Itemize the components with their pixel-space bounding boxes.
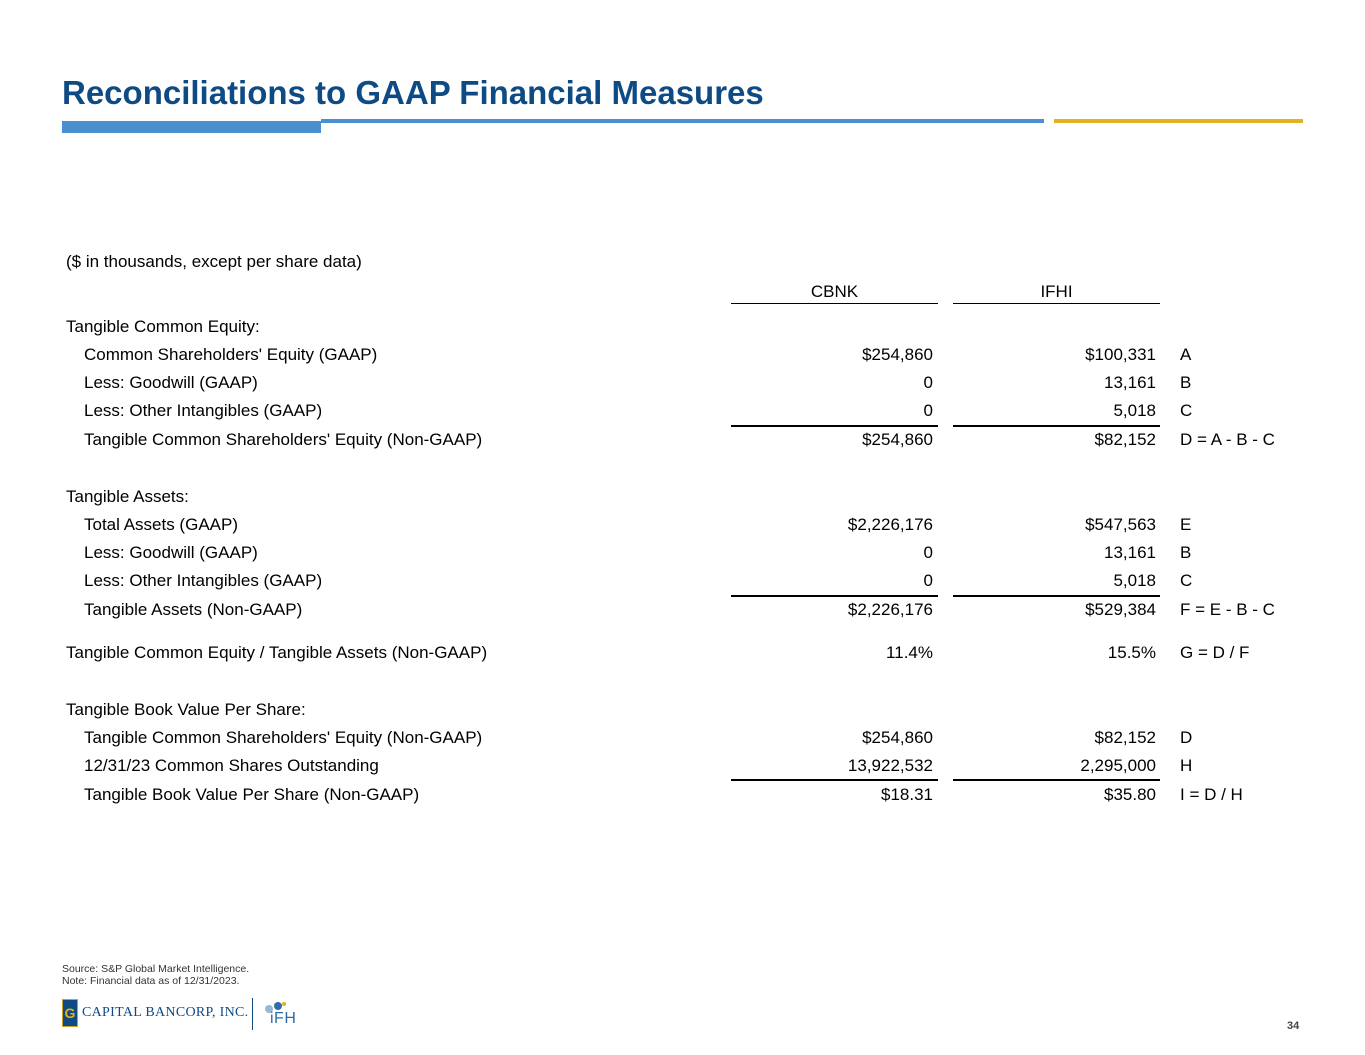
cbnk-value: $254,860 [862,430,933,449]
row-label: Tangible Common Shareholders' Equity (Non-GAAP) [84,430,483,449]
subtotal-rule [953,425,1160,427]
table-row [0,430,1365,454]
subtotal-rule [953,595,1160,597]
table-row [0,643,1365,667]
table-row [0,515,1365,539]
table-row [0,571,1365,595]
ifhi-value: $82,152 [1094,728,1156,747]
cbnk-value: 13,922,532 [847,756,933,775]
row-label: Tangible Common Equity / Tangible Assets (Non-GAAP) [66,643,488,662]
formula: D = A - B - C [1180,430,1275,449]
row-label: Less: Goodwill (GAAP) [84,373,258,392]
ifhi-value: 15.5% [1107,643,1156,662]
table-row [0,373,1365,397]
row-label: Common Shareholders' Equity (GAAP) [84,345,378,364]
cbnk-value: 0 [923,571,933,590]
cbnk-value: 0 [923,373,933,392]
logo-separator [252,998,253,1030]
data-note: Note: Financial data as of 12/31/2023. [62,975,240,987]
cbnk-value: 11.4% [886,643,933,662]
formula: B [1180,373,1192,392]
ifhi-value: $100,331 [1085,345,1156,364]
cbnk-value: 0 [923,401,933,420]
cbnk-value: $2,226,176 [847,515,933,534]
section-heading: Tangible Book Value Per Share: [66,700,306,719]
row-label: Total Assets (GAAP) [84,515,238,534]
row-label: 12/31/23 Common Shares Outstanding [84,756,379,775]
capital-bancorp-logo [62,999,248,1027]
column-header-ifhi: IFHI [953,282,1160,304]
table-row [0,401,1365,425]
title-rule-gold [1054,119,1303,123]
formula: C [1180,571,1193,590]
row-label: Tangible Assets (Non-GAAP) [84,600,303,619]
section-heading-row [0,487,1365,511]
column-header-cbnk: CBNK [731,282,938,304]
section-heading-row [0,700,1365,724]
formula: G = D / F [1180,643,1250,662]
ifhi-value: 2,295,000 [1080,756,1156,775]
ifhi-value: 13,161 [1104,543,1156,562]
formula: E [1180,515,1192,534]
cbnk-value: 0 [923,543,933,562]
cbnk-value: $18.31 [881,785,933,804]
table-row [0,785,1365,809]
ifhi-value: 5,018 [1113,571,1156,590]
table-row [0,345,1365,369]
section-heading-row [0,317,1365,341]
formula: F = E - B - C [1180,600,1275,619]
row-label: Less: Other Intangibles (GAAP) [84,571,323,590]
ifhi-value: $35.80 [1104,785,1156,804]
capital-emblem-icon: G [62,999,78,1027]
cbnk-value: $254,860 [862,345,933,364]
cbnk-value: $254,860 [862,728,933,747]
table-row [0,600,1365,624]
row-label: Less: Goodwill (GAAP) [84,543,258,562]
row-label: Tangible Common Shareholders' Equity (Non-GAAP) [84,728,483,747]
ifhi-value: $529,384 [1085,600,1156,619]
row-label: Tangible Book Value Per Share (Non-GAAP) [84,785,420,804]
formula: H [1180,756,1193,775]
capital-logo-text: CAPITAL BANCORP, INC. [82,1005,249,1020]
section-heading: Tangible Common Equity: [66,317,260,336]
subtotal-rule [953,779,1160,781]
subtotal-rule [731,425,938,427]
formula: C [1180,401,1193,420]
formula: I = D / H [1180,785,1243,804]
section-heading: Tangible Assets: [66,487,189,506]
cbnk-value: $2,226,176 [847,600,933,619]
subtotal-rule [731,595,938,597]
ifh-logo-text: iFH [270,1010,297,1027]
ifhi-value: $82,152 [1094,430,1156,449]
title-rule-blue [321,119,1044,123]
ifhi-value: 13,161 [1104,373,1156,392]
formula: D [1180,728,1193,747]
table-row [0,756,1365,780]
page-number: 34 [1287,1020,1300,1032]
table-row [0,728,1365,752]
row-label: Less: Other Intangibles (GAAP) [84,401,323,420]
ifhi-value: $547,563 [1085,515,1156,534]
table-row [0,543,1365,567]
title-accent-bar [62,121,321,133]
formula: A [1180,345,1192,364]
page-title: Reconciliations to GAAP Financial Measures [62,74,764,111]
ifhi-value: 5,018 [1113,401,1156,420]
subtotal-rule [731,779,938,781]
units-note: ($ in thousands, except per share data) [66,252,362,271]
formula: B [1180,543,1192,562]
source-note: Source: S&P Global Market Intelligence. [62,963,250,975]
